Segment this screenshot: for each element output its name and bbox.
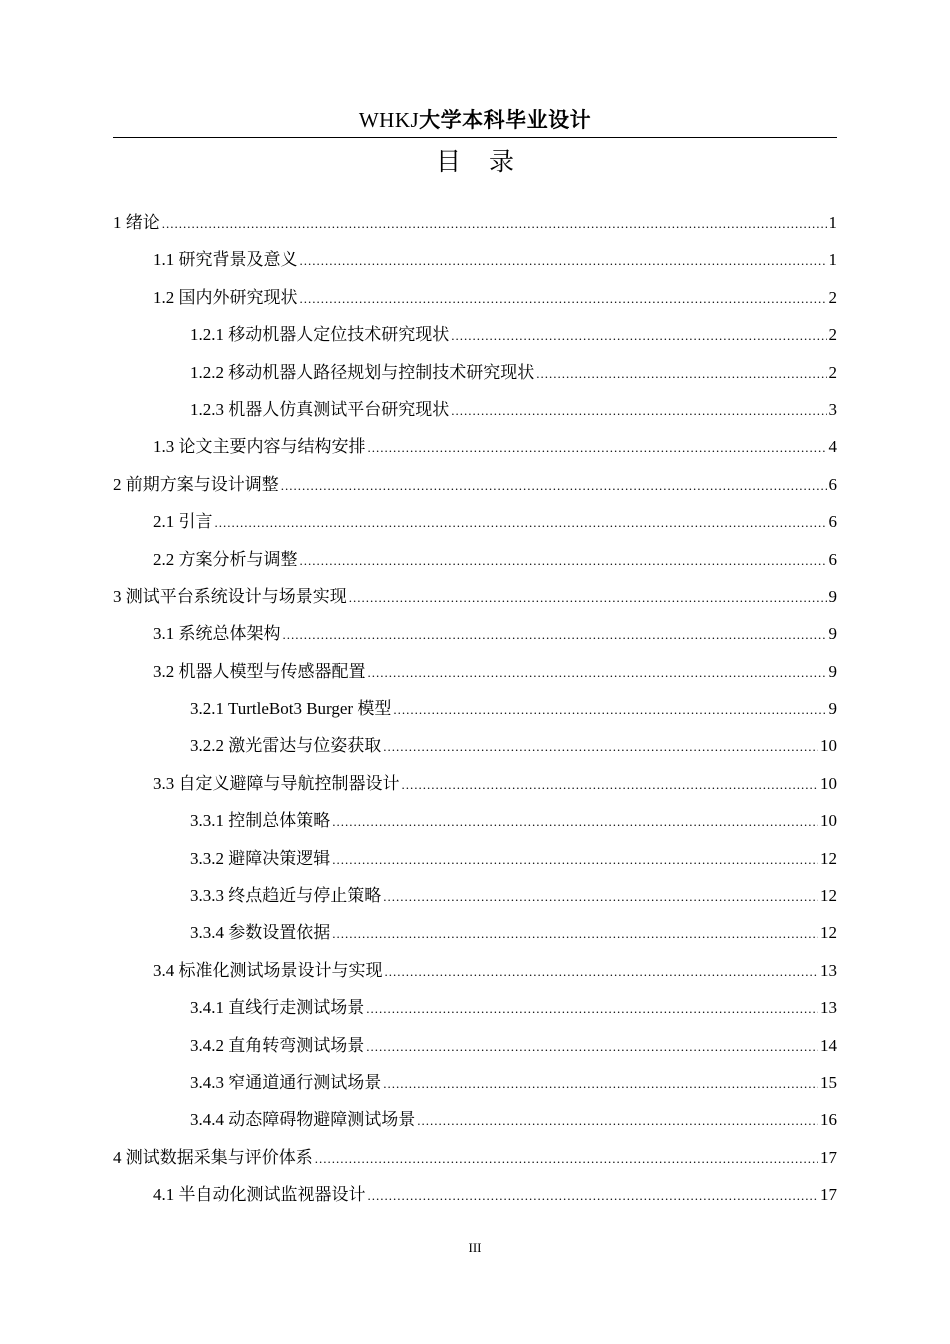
toc-entry-page: 1: [828, 250, 837, 270]
toc-leader-dots: [366, 1028, 818, 1065]
toc-entry-title: 3 测试平台系统设计与场景实现: [113, 586, 347, 606]
toc-entry[interactable]: [113, 615, 837, 652]
page-number: III: [468, 1240, 482, 1255]
page-header: [0, 104, 950, 134]
toc-entry[interactable]: [113, 989, 837, 1026]
header-prefix: WHKJ: [358, 108, 420, 132]
toc-entry-title: 2 前期方案与设计调整: [113, 474, 279, 494]
toc-entry-title: 1.2.2 移动机器人路径规划与控制技术研究现状: [190, 362, 535, 382]
toc-entry[interactable]: [113, 578, 837, 615]
toc-entry-title: 3.2.2 激光雷达与位姿获取: [190, 736, 382, 756]
toc-entry[interactable]: [113, 802, 837, 839]
toc-entry-page: 12: [820, 923, 837, 943]
toc-entry[interactable]: [113, 1101, 837, 1138]
toc-entry-page: 9: [828, 661, 837, 681]
toc-entry[interactable]: [113, 914, 837, 951]
toc-entry-page: 9: [828, 699, 837, 719]
toc-leader-dots: [451, 392, 826, 429]
toc-entry-page: 3: [828, 399, 837, 419]
toc-entry-title: 1.1 研究背景及意义: [153, 250, 298, 270]
toc-leader-dots: [383, 728, 818, 765]
toc-entry[interactable]: [113, 354, 837, 391]
toc-leader-dots: [300, 242, 827, 279]
toc-entry[interactable]: [113, 279, 837, 316]
toc-entry-page: 9: [828, 586, 837, 606]
toc-entry-title: 1.3 论文主要内容与结构安排: [153, 437, 366, 457]
toc-leader-dots: [283, 616, 827, 653]
toc-entry-title: 1 绪论: [113, 213, 160, 232]
toc-entry-title: 4 测试数据采集与评价体系: [113, 1147, 313, 1167]
toc-entry-title: 3.2 机器人模型与传感器配置: [153, 661, 366, 681]
toc-entry-page: 13: [820, 960, 837, 980]
table-of-contents: [113, 204, 837, 1214]
toc-entry-page: 16: [820, 1110, 837, 1130]
toc-entry-title: 3.4.4 动态障碍物避障测试场景: [190, 1110, 416, 1130]
toc-entry-page: 17: [820, 1185, 837, 1205]
header-rule: [113, 137, 837, 138]
toc-leader-dots: [536, 355, 826, 392]
toc-entry-page: 6: [828, 512, 837, 532]
toc-entry[interactable]: [113, 1176, 837, 1213]
toc-entry[interactable]: [113, 877, 837, 914]
toc-leader-dots: [332, 841, 818, 878]
toc-leader-dots: [349, 579, 827, 616]
toc-leader-dots: [332, 915, 818, 952]
toc-leader-dots: [451, 317, 826, 354]
toc-entry-page: 10: [820, 773, 837, 793]
toc-entry-page: 1: [828, 213, 837, 232]
toc-entry-title: 1.2.3 机器人仿真测试平台研究现状: [190, 399, 450, 419]
toc-entry[interactable]: [113, 1027, 837, 1064]
toc-entry-title: 3.4.3 窄通道通行测试场景: [190, 1072, 382, 1092]
toc-entry[interactable]: [113, 503, 837, 540]
toc-entry[interactable]: [113, 952, 837, 989]
toc-entry-title: 3.1 系统总体架构: [153, 624, 281, 644]
toc-entry-page: 13: [820, 998, 837, 1018]
toc-leader-dots: [281, 467, 827, 504]
toc-entry[interactable]: [113, 765, 837, 802]
toc-leader-dots: [393, 691, 826, 728]
toc-entry-title: 3.3 自定义避障与导航控制器设计: [153, 773, 400, 793]
toc-entry-title: 3.3.2 避障决策逻辑: [190, 848, 331, 868]
toc-entry[interactable]: [113, 690, 837, 727]
toc-leader-dots: [417, 1102, 818, 1139]
toc-entry[interactable]: [113, 653, 837, 690]
toc-entry[interactable]: [113, 391, 837, 428]
toc-leader-dots: [383, 1065, 818, 1102]
toc-entry-page: 14: [820, 1035, 837, 1055]
toc-entry-page: 2: [828, 287, 837, 307]
toc-leader-dots: [368, 1177, 819, 1214]
toc-leader-dots: [215, 504, 827, 541]
toc-leader-dots: [368, 429, 827, 466]
toc-leader-dots: [385, 953, 819, 990]
toc-entry[interactable]: [113, 428, 837, 465]
toc-entry-page: 10: [820, 736, 837, 756]
toc-entry-page: 6: [828, 549, 837, 569]
toc-entry[interactable]: [113, 316, 837, 353]
toc-entry[interactable]: [113, 541, 837, 578]
toc-entry-page: 17: [820, 1147, 837, 1167]
toc-entry-title: 3.3.4 参数设置依据: [190, 923, 331, 943]
toc-leader-dots: [383, 878, 818, 915]
toc-entry-title: 3.4.1 直线行走测试场景: [190, 998, 365, 1018]
toc-entry-page: 2: [828, 362, 837, 382]
toc-entry-page: 12: [820, 848, 837, 868]
toc-entry-title: 2.1 引言: [153, 512, 213, 532]
toc-entry-page: 9: [828, 624, 837, 644]
toc-entry-title: 3.4 标准化测试场景设计与实现: [153, 960, 383, 980]
toc-entry-page: 12: [820, 886, 837, 906]
toc-leader-dots: [300, 542, 827, 579]
toc-leader-dots: [366, 990, 818, 1027]
toc-entry[interactable]: [113, 241, 837, 278]
toc-entry[interactable]: [113, 204, 837, 241]
toc-entry[interactable]: [113, 1139, 837, 1176]
page-title: 目录: [435, 149, 542, 176]
toc-leader-dots: [332, 803, 818, 840]
toc-entry[interactable]: [113, 466, 837, 503]
toc-entry[interactable]: [113, 1064, 837, 1101]
toc-entry-title: 3.3.1 控制总体策略: [190, 811, 331, 831]
toc-leader-dots: [315, 1140, 818, 1177]
toc-leader-dots: [368, 654, 827, 691]
toc-leader-dots: [162, 205, 827, 242]
header-title: 大学本科毕业设计: [419, 108, 592, 132]
toc-entry-title: 3.3.3 终点趋近与停止策略: [190, 886, 382, 906]
toc-entry-page: 10: [820, 811, 837, 831]
toc-leader-dots: [402, 766, 819, 803]
toc-leader-dots: [300, 280, 827, 317]
toc-entry[interactable]: [113, 840, 837, 877]
toc-entry-title: 4.1 半自动化测试监视器设计: [153, 1185, 366, 1205]
toc-entry-page: 6: [828, 474, 837, 494]
toc-entry-page: 4: [828, 437, 837, 457]
toc-entry-page: 15: [820, 1072, 837, 1092]
toc-entry-title: 2.2 方案分析与调整: [153, 549, 298, 569]
toc-entry-page: 2: [828, 325, 837, 345]
toc-entry[interactable]: [113, 727, 837, 764]
toc-entry-title: 3.4.2 直角转弯测试场景: [190, 1035, 365, 1055]
toc-entry-title: 1.2.1 移动机器人定位技术研究现状: [190, 325, 450, 345]
toc-entry-title: 1.2 国内外研究现状: [153, 287, 298, 307]
toc-entry-title: 3.2.1 TurtleBot3 Burger 模型: [190, 699, 392, 719]
